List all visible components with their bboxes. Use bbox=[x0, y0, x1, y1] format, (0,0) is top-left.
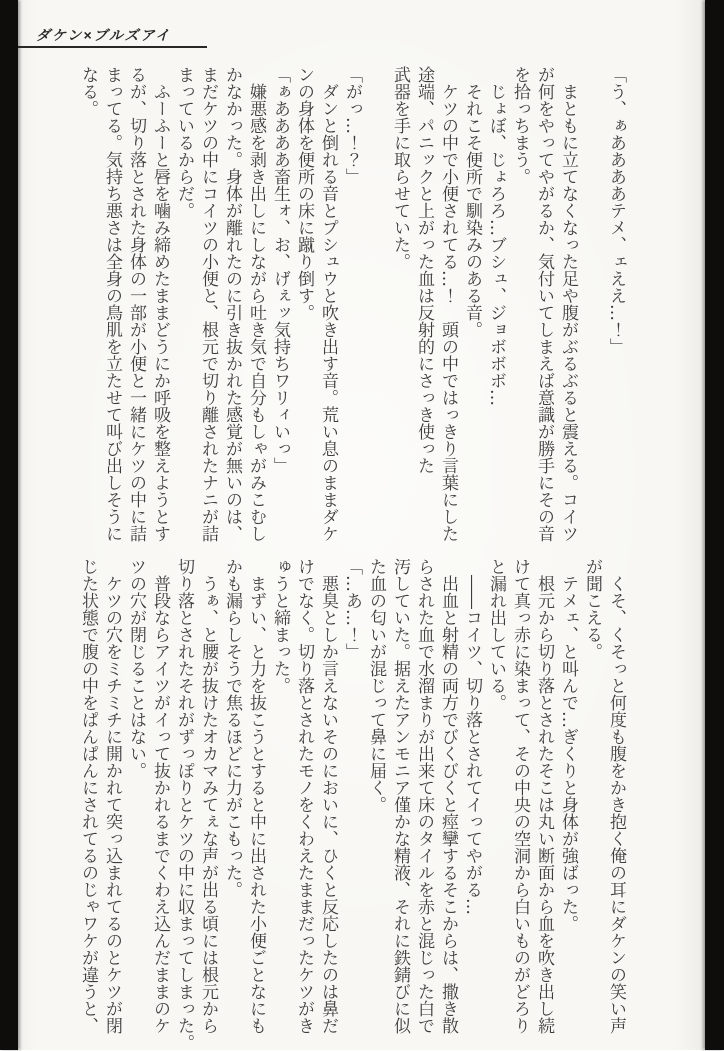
text-line: うぁ、と腰が抜けたオカマみてぇな声が出る頃には根元から bbox=[198, 558, 218, 1034]
text-line: た血の匂いが混じって鼻に届く。 bbox=[366, 558, 386, 813]
text-line: それこそ便所で馴染みのある音。 bbox=[462, 66, 482, 338]
text-line: 武器を手に取らせていた。 bbox=[390, 66, 410, 270]
scan-edge-band-left bbox=[0, 0, 18, 1050]
text-line: かも漏らしそうで焦るほどに力がこもった。 bbox=[222, 558, 242, 898]
text-line: ――コイツ、切り落とされてイってやがる… bbox=[462, 558, 482, 915]
text-line: まだケツの中にコイツの小便と、根元で切り離されたナニが詰 bbox=[198, 66, 218, 542]
text-line: 「う、ぁああああテメ、ェええ…！」 bbox=[606, 66, 626, 355]
bottom-text-block bbox=[76, 558, 628, 1051]
text-line: 途端、パニックと上がった血は反射的にさっき使った bbox=[414, 66, 434, 474]
text-line: けでなく。切り落とされたモノをくわえたままだったケツがき bbox=[294, 558, 314, 1034]
text-line: 出血と射精の両方でびくびくと痙攣するそこからは、撒き散 bbox=[438, 558, 458, 1034]
text-line: ふーふーと唇を噛み締めたままどうにか呼吸を整えようとす bbox=[150, 66, 170, 542]
text-line: けて真っ赤に染まって、その中央の空洞から白いものがどろり bbox=[510, 558, 530, 1034]
text-line: じょぼ、じょろろ…ブシュ、ジョボボボ… bbox=[486, 66, 506, 406]
text-line: らされた血で水溜まりが出来て床のタイルを赤と混じった白で bbox=[414, 558, 434, 1034]
text-line: まっているからだ。 bbox=[174, 66, 194, 219]
page-header-title: ダケン×ブルズアイ bbox=[36, 27, 172, 43]
text-line: 「ぁああああ畜生ォ、お、げぇッ気持ちワリィいっ」 bbox=[270, 66, 290, 474]
text-line: 根元から切り落とされたそこは丸い断面から血を吹き出し続 bbox=[534, 558, 554, 1034]
text-line: 悪臭としか言えないそのにおいに、ひくと反応したのは鼻だ bbox=[318, 558, 338, 1034]
text-line bbox=[364, 66, 388, 544]
text-line: るが、切り落とされた身体の一部が小便と一緒にケツの中に詰 bbox=[126, 66, 146, 542]
text-line: まともに立てなくなった足や腹がぶるぶると震える。コイツ bbox=[558, 66, 578, 542]
text-line: ンの身体を便所の床に蹴り倒す。 bbox=[294, 66, 314, 321]
text-line: ツの穴が閉じることはない。 bbox=[126, 558, 146, 779]
text-line: テメェ、と叫んで…ぎくりと身体が強ばった。 bbox=[558, 558, 578, 932]
text-line: を拾っちまう。 bbox=[510, 66, 530, 185]
text-line: 嫌悪感を剥き出しにしながら吐き気で自分もしゃがみこむし bbox=[246, 66, 266, 542]
page-header bbox=[36, 25, 171, 45]
text-line: 切り落とされたそれがずっぽりとケツの中に収まってしまった。 bbox=[174, 558, 194, 1051]
text-line: が何をやってやがるか、気付いてしまえば意識が勝手にその音 bbox=[534, 66, 554, 542]
text-line: 「…あ…！」 bbox=[342, 558, 362, 660]
text-line: が聞こえる。 bbox=[582, 558, 602, 660]
text-line: ゅうと締まった。 bbox=[270, 558, 290, 694]
text-line: 汚していた。据えたアンモニア僅かな精液、それに鉄錆びに似 bbox=[390, 558, 410, 1034]
text-line: と漏れ出している。 bbox=[486, 558, 506, 711]
text-line: ダンと倒れる音とプシュウと吹き出す音。荒い息のままダケ bbox=[318, 66, 338, 542]
text-line: かなかった。身体が離れたのに引き抜かれた感覚が無いのは、 bbox=[222, 66, 242, 542]
text-line: くそ、くそっと何度も腹をかき抱く俺の耳にダケンの笑い声 bbox=[606, 558, 626, 1034]
scan-edge-band-right bbox=[705, 0, 724, 1050]
top-text-block bbox=[76, 66, 628, 544]
text-line: なる。 bbox=[78, 66, 98, 117]
text-line bbox=[580, 66, 604, 544]
text-line: ケツの穴をミチミチに開かれて突っ込まれてるのとケツが閉 bbox=[102, 558, 122, 1034]
text-line: まずい、と力を抜こうとすると中に出された小便ごとなにも bbox=[246, 558, 266, 1034]
text-line: じた状態で腹の中をぱんぱんにされてるのじゃワケが違うと、 bbox=[78, 558, 98, 1034]
text-line: まってる。気持ち悪さは全身の鳥肌を立たせて叫び出しそうに bbox=[102, 66, 122, 542]
header-underline bbox=[18, 46, 207, 48]
text-line: 普段ならアイツがイって抜かれるまでくわえ込んだままのケ bbox=[150, 558, 170, 1034]
text-line: ケツの中で小便されてる…！ 頭の中ではっきり言葉にした bbox=[438, 66, 458, 542]
text-line: 「がっ…！？」 bbox=[342, 66, 362, 185]
